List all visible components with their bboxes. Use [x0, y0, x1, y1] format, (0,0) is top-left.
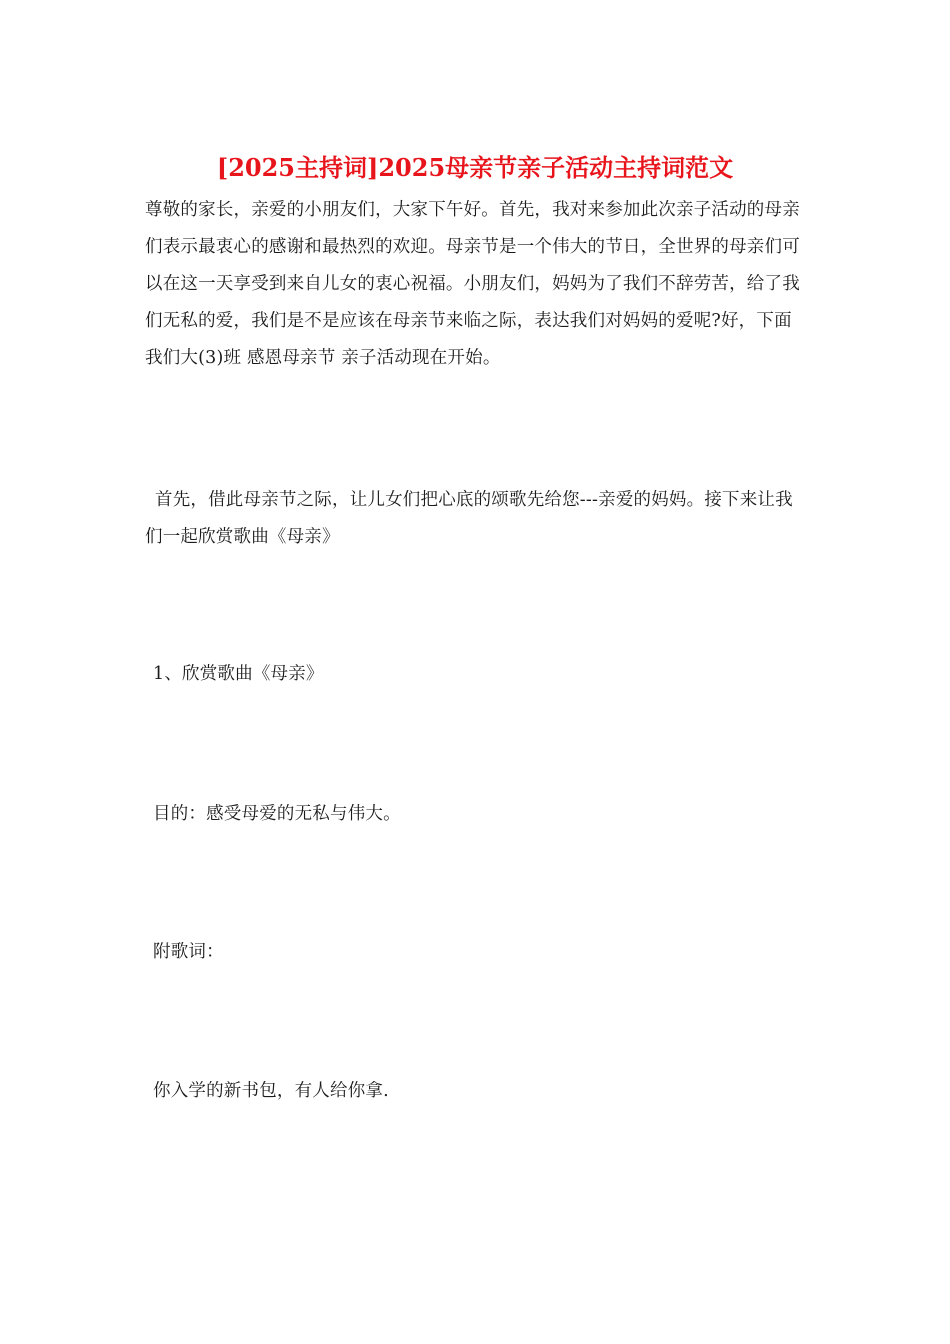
song-intro-paragraph: 首先，借此母亲节之际，让儿女们把心底的颂歌先给您---亲爱的妈妈。接下来让我们一起欣赏歌曲《母亲》: [145, 490, 793, 547]
intro-paragraph: 尊敬的家长，亲爱的小朋友们，大家下午好。首先，我对来参加此次亲子活动的母亲们表示最衷心的感谢和最热烈的欢迎。母亲节是一个伟大的节日，全世界的母亲们可以在这一天享受到来自儿女的衷心祝福。小朋友们，妈妈为了我们不辞劳苦，给了我们无私的爱，我们是不是应该在母亲节来临之际，表达我们对妈妈的爱呢?好，下面我们大(3)班 感恩母亲节 亲子活动现在开始。: [145, 200, 800, 368]
purpose-line: 目的：感受母爱的无私与伟大。: [153, 804, 401, 824]
lyrics-line: 你入学的新书包，有人给你拿.: [153, 1081, 389, 1101]
document-title: [2025主持词]2025母亲节亲子活动主持词范文: [216, 153, 734, 182]
section-heading-song: 1、欣赏歌曲《母亲》: [153, 664, 324, 684]
lyrics-label: 附歌词：: [153, 942, 224, 962]
